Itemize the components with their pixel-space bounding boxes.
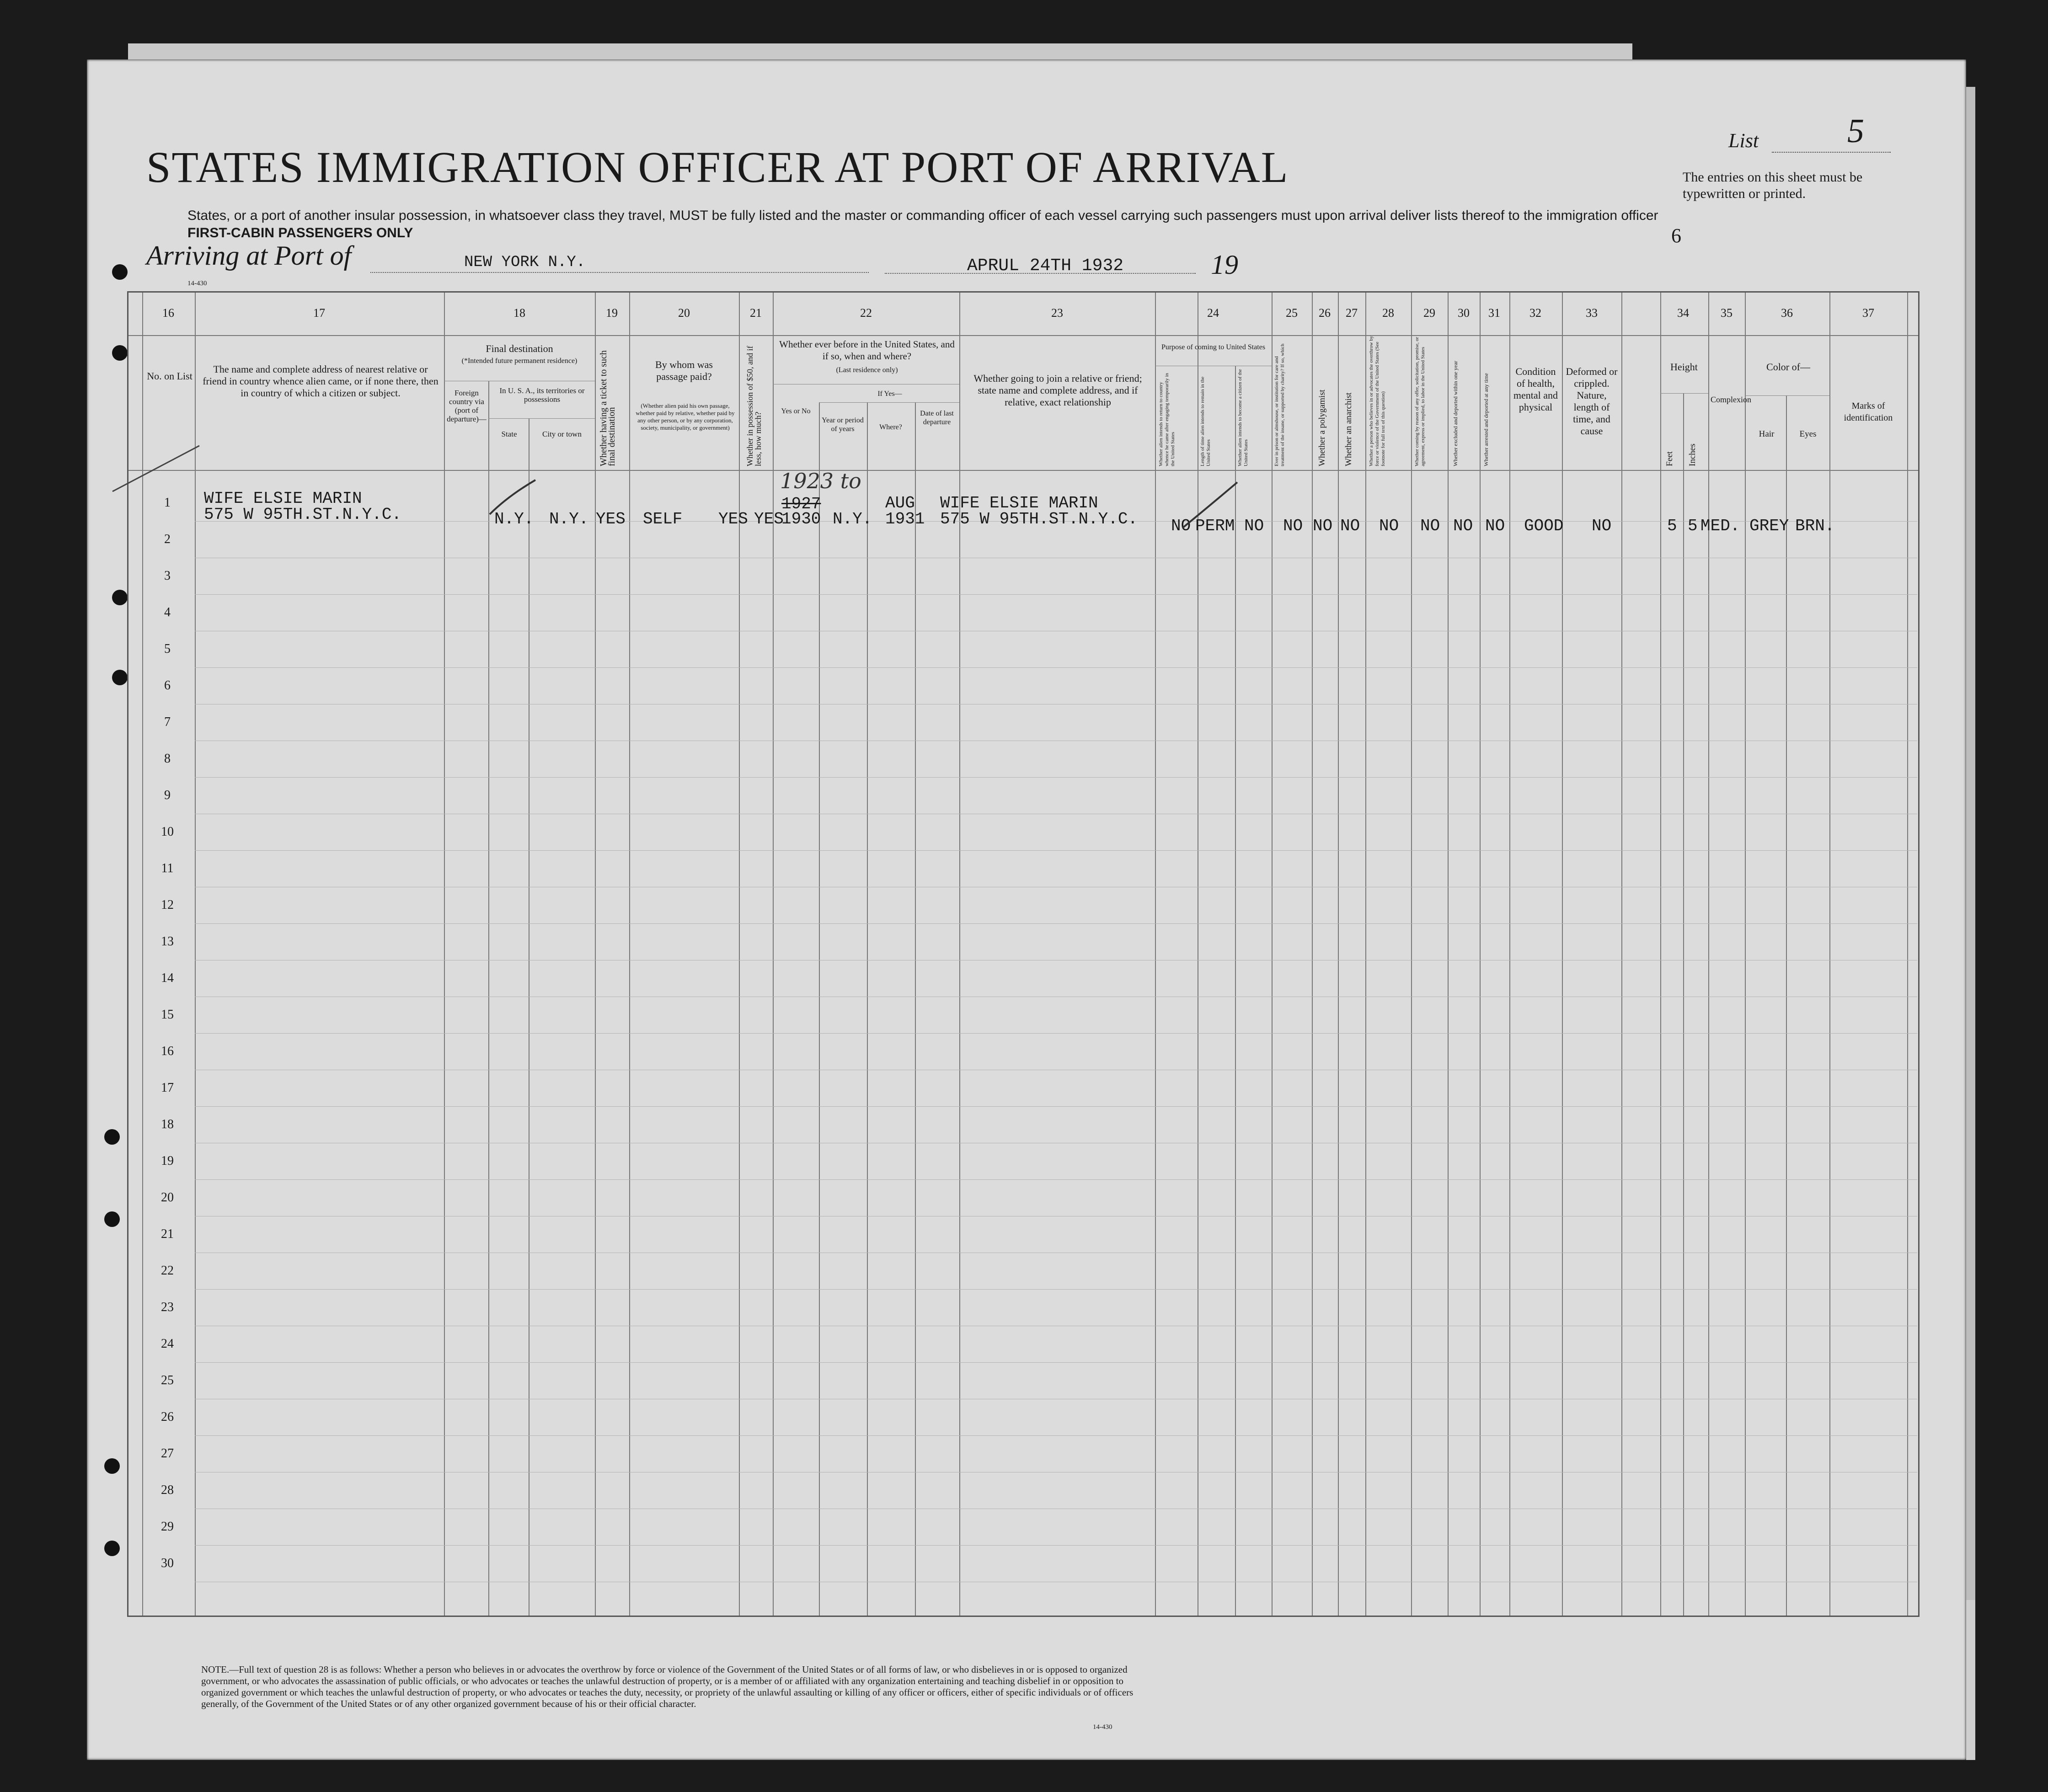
header-labor-offer: Whether coming by reason of any offer, solicitation, promise, or agreement, express or implied, to labor in the United States [1414, 337, 1426, 466]
col-rule [1365, 293, 1366, 1616]
header-color-of: Color of— [1766, 361, 1810, 373]
labor-offer-value: NO [1420, 517, 1440, 535]
col-number-36: 36 [1781, 306, 1793, 320]
ticket-value: YES [596, 510, 626, 528]
deported-value: NO [1485, 517, 1505, 535]
row-rule [195, 667, 1917, 668]
col-rule [1745, 293, 1746, 1616]
col-rule [1562, 293, 1563, 1616]
row-number: 23 [161, 1300, 174, 1314]
subhdr-rule [819, 402, 959, 403]
header-overthrow: Whether a person who believes in or advocates the overthrow by force or violence of the Government of the United States (See footnote for full text of this question) [1369, 336, 1386, 466]
header-going-to-join: Whether going to join a relative or friend; state name and complete address, and if relative, exact relationship [973, 373, 1142, 408]
row-rule [195, 1289, 1917, 1290]
dest-city: N.Y. [549, 510, 589, 528]
col-number-22: 22 [860, 306, 872, 320]
header-bottom-rule [128, 470, 1918, 471]
row-number: 28 [161, 1483, 174, 1497]
row-number: 9 [164, 788, 171, 802]
col-rule [1448, 293, 1449, 1616]
row-rule [195, 850, 1917, 851]
sheet-stamp: 6 [1671, 224, 1681, 247]
row-rule [195, 777, 1917, 778]
header-deformed: Deformed or crippled. Nature, length of time, and cause [1566, 366, 1618, 437]
col-rule [1155, 293, 1156, 1616]
row-number: 12 [161, 898, 174, 912]
header-marks: Marks of identification [1844, 401, 1893, 423]
col-number-19: 19 [606, 306, 618, 320]
subhdr-rule [1660, 393, 1708, 394]
anarchist-value: NO [1340, 517, 1360, 535]
complexion-value: MED. [1700, 517, 1740, 535]
prison-value: NO [1283, 517, 1303, 535]
col-rule [1708, 293, 1709, 1616]
header-yes-or-no: Yes or No [781, 407, 811, 415]
check-mark [485, 478, 540, 519]
punch-hole [104, 1211, 120, 1227]
col-number-33: 33 [1586, 306, 1598, 320]
row-rule [195, 1435, 1917, 1436]
header-class: FIRST-CABIN PASSENGERS ONLY [187, 225, 413, 240]
col-number-35: 35 [1721, 306, 1733, 320]
header-polygamist: Whether a polygamist [1317, 389, 1327, 466]
col-rule [488, 381, 489, 1616]
arrival-label: Arriving at Port of [146, 240, 352, 271]
length-of-stay-value: PERM [1195, 517, 1235, 535]
col-number-26: 26 [1319, 306, 1331, 320]
row-number: 6 [164, 678, 171, 693]
col-number-21: 21 [750, 306, 762, 320]
excluded-value: NO [1453, 517, 1473, 535]
header-inches: Inches [1688, 443, 1697, 466]
arrival-date: APRUL 24TH 1932 [967, 256, 1124, 276]
header-year-period: Year or period of years [822, 416, 864, 433]
header-complexion: Complexion [1711, 395, 1751, 404]
row-rule [195, 594, 1917, 595]
row-number: 20 [161, 1190, 174, 1205]
row-rule [195, 1179, 1917, 1180]
header-ticket: Whether having a ticket to such final destination [599, 350, 617, 466]
header-before-in-us: Whether ever before in the United States, and if so, when and where? [779, 339, 955, 362]
punch-hole [104, 1541, 120, 1556]
col-rule [959, 293, 960, 1616]
header-anarchist: Whether an anarchist [1344, 392, 1353, 466]
col-number-17: 17 [313, 306, 325, 320]
row-number: 19 [161, 1154, 174, 1168]
health-value: GOOD [1524, 517, 1564, 535]
row-number: 8 [164, 752, 171, 766]
row-number: 29 [161, 1520, 174, 1534]
row-rule [195, 1362, 1917, 1363]
header-state: State [501, 430, 517, 438]
before-in-us-value: YES [754, 510, 784, 528]
header-height: Height [1670, 361, 1698, 373]
row-number: 3 [164, 569, 171, 583]
col-rule [1907, 293, 1908, 1616]
port-line [370, 272, 869, 273]
col-number-34: 34 [1677, 306, 1689, 320]
header-excluded: Whether excluded and deported within one year [1452, 361, 1459, 466]
page-title: STATES IMMIGRATION OFFICER AT PORT OF ARRIVAL [146, 143, 1289, 192]
punch-hole [104, 1129, 120, 1145]
col-number-25: 25 [1286, 306, 1298, 320]
header-if-yes: If Yes— [877, 390, 902, 398]
punch-hole [112, 670, 128, 685]
row-number: 17 [161, 1081, 174, 1095]
join-name: WIFE ELSIE MARIN [940, 494, 1098, 512]
header-purpose-length: Length of time alien intends to remain in the United States [1200, 376, 1211, 466]
col-number-20: 20 [678, 306, 690, 320]
col-number-16: 16 [162, 306, 174, 320]
footnote-form-number: 14-430 [1093, 1723, 1112, 1731]
col-rule [1786, 395, 1787, 1616]
hair-value: GREY [1749, 517, 1789, 535]
col-rule [1272, 293, 1273, 1616]
height-feet-value: 5 [1667, 517, 1677, 535]
row-number: 2 [164, 532, 171, 546]
header-fifty-dollars: Whether in possession of $50, and if less, how much? [745, 346, 763, 466]
row-number: 10 [161, 825, 174, 839]
row-rule [195, 1106, 1917, 1107]
col-number-37: 37 [1862, 306, 1874, 320]
row-number: 26 [161, 1410, 174, 1424]
paid-by-value: SELF [643, 510, 683, 528]
row-number: 22 [161, 1264, 174, 1278]
col-rule [819, 402, 820, 1616]
header-last-residence: (Last residence only) [836, 366, 898, 374]
row-number: 27 [161, 1446, 174, 1461]
stray-mark [110, 443, 202, 494]
subhdr-rule [488, 418, 595, 419]
header-purpose-citizen: Whether alien intends to become a citizen of the United States [1237, 369, 1249, 466]
row-rule [195, 923, 1917, 924]
footnote: NOTE.—Full text of question 28 is as follows: Whether a person who believes in or advocates the overthrow by force or violence of the Government of the United States or of all forms of law, or who disbelieves in or is opposed to organized government, or who advocates the assassination of public officials, or who advocates or teaches the unlawful destruction of property, or is a member of or affiliated with any organization entertaining and teaching disbelief in or opposition to organized government or which teaches the unlawful destruction of property, or who advocates or teaches the duty, necessity, or propriety of the unlawful assaulting or killing of any officer or officers, either of specific individuals or of officers generally, of the Government of the United States or of any other organized government because of his or their official character. [201, 1664, 1134, 1709]
col-number-29: 29 [1423, 306, 1435, 320]
overthrow-value: NO [1379, 517, 1399, 535]
arrival-year-label: 19 [1211, 250, 1238, 280]
col-number-30: 30 [1458, 306, 1470, 320]
col-rule [629, 293, 630, 1616]
departure-month: AUG [885, 494, 915, 512]
height-inches-value: 5 [1688, 517, 1698, 535]
col-rule [1312, 293, 1313, 1616]
row-number: 7 [164, 715, 171, 729]
where-value: N.Y. [833, 510, 872, 528]
row-number: 1 [164, 496, 171, 510]
row-number: 11 [161, 861, 174, 875]
header-where: Where? [879, 423, 902, 431]
list-note: The entries on this sheet must be typewritten or printed. [1683, 170, 1863, 201]
polygamist-value: NO [1313, 517, 1333, 535]
row-rule [195, 1033, 1917, 1034]
col-rule [444, 293, 445, 1616]
col-rule [1683, 393, 1684, 1616]
subhdr-rule [1745, 395, 1829, 396]
punch-hole [112, 590, 128, 605]
arrival-port: NEW YORK N.Y. [464, 254, 586, 271]
header-city: City or town [542, 430, 582, 438]
header-no-on-list: No. on List [147, 370, 193, 382]
row-number: 14 [161, 971, 174, 985]
col-number-32: 32 [1529, 306, 1541, 320]
relative-name: WIFE ELSIE MARIN [204, 489, 362, 508]
header-feet: Feet [1665, 451, 1674, 466]
check-mark [1180, 480, 1240, 530]
col-number-31: 31 [1488, 306, 1500, 320]
eyes-value: BRN. [1795, 517, 1835, 535]
sheet-edge-top [128, 43, 1632, 62]
col-number-23: 23 [1051, 306, 1063, 320]
row-number: 18 [161, 1117, 174, 1131]
col-rule [1509, 293, 1510, 1616]
punch-hole [112, 264, 128, 280]
header-foreign-country: Foreign country via (port of departure)— [447, 389, 487, 423]
period-value: 1930 [781, 510, 821, 528]
col-rule [1621, 293, 1622, 1616]
col-rule [1338, 293, 1339, 1616]
col-rule [1829, 293, 1830, 1616]
deformed-value: NO [1592, 517, 1612, 535]
list-line [1772, 152, 1891, 153]
col-rule [739, 293, 740, 1616]
row-number: 24 [161, 1337, 174, 1351]
col-number-27: 27 [1346, 306, 1358, 320]
departure-year: 1931 [885, 510, 925, 528]
list-number: 5 [1847, 112, 1864, 150]
header-hair: Hair [1759, 429, 1775, 439]
col-rule [1235, 366, 1236, 1616]
header-prison: Ever in prison or almshouse, or institution for care and treatment of the insane, or supported by charity? If so, which [1274, 343, 1285, 466]
row-number: 13 [161, 934, 174, 949]
header-in-usa: In U. S. A., its territories or possessions [499, 386, 585, 404]
header-date-last-departure: Date of last departure [920, 410, 954, 426]
col-rule [1480, 293, 1481, 1616]
punch-hole [104, 1458, 120, 1474]
list-label: List [1728, 129, 1759, 152]
header-deported: Whether arrested and deported at any time [1483, 373, 1489, 466]
col-rule [1660, 293, 1661, 1616]
row-number: 30 [161, 1556, 174, 1570]
col-rule [595, 293, 596, 1616]
row-number: 15 [161, 1008, 174, 1022]
header-eyes: Eyes [1799, 429, 1817, 439]
col-rule [915, 402, 916, 1616]
form-number: 14-430 [187, 280, 207, 287]
col-rule [773, 293, 774, 1616]
dest-state: N.Y. [494, 510, 534, 528]
header-purpose: Purpose of coming to United States [1161, 343, 1266, 351]
relative-address: 575 W 95TH.ST.N.Y.C. [204, 505, 402, 524]
header-purpose-return: Whether alien intends to return to country whence he came after engaging temporarily in the United States [1158, 373, 1176, 466]
row-number: 25 [161, 1373, 174, 1387]
col-rule [1411, 293, 1412, 1616]
return-intent-value: NO [1171, 517, 1191, 535]
fifty-dollars-value: YES [718, 510, 748, 528]
header-nearest-relative: The name and complete address of nearest relative or friend in country whence alien came, or if none there, then in country of which a citizen or subject. [203, 363, 438, 399]
header-passage-sub: (Whether alien paid his own passage, whether paid by relative, whether paid by any other person, or by any corporation, society, municipality, or government) [636, 402, 735, 431]
header-final-destination: Final destination [486, 343, 553, 354]
col-number-28: 28 [1382, 306, 1394, 320]
row-number: 4 [164, 605, 171, 619]
header-instruction: States, or a port of another insular possession, in whatsoever class they travel, MUST be fully listed and the master or commanding officer of each vessel carrying such passengers must upon arrival deliver lists thereof to the immigration officer [187, 208, 1658, 223]
row-rule [195, 1545, 1917, 1546]
row-number: 5 [164, 642, 171, 656]
col-number-24: 24 [1207, 306, 1219, 320]
manifest-table [127, 291, 1920, 1617]
header-health: Condition of health, mental and physical [1513, 366, 1558, 413]
join-address: 575 W 95TH.ST.N.Y.C. [940, 510, 1138, 528]
become-citizen-value: NO [1244, 517, 1264, 535]
header-passage-paid: By whom was passage paid? [655, 359, 713, 382]
header-rule [128, 335, 1918, 336]
header-final-destination-sub: (*Intended future permanent residence) [461, 357, 578, 365]
punch-hole [112, 345, 128, 361]
row-number: 21 [161, 1227, 174, 1241]
period-struck: 1927 [781, 495, 821, 513]
col-rule [867, 402, 868, 1616]
row-number: 16 [161, 1044, 174, 1058]
col-number-18: 18 [513, 306, 525, 320]
period-handwritten: 1923 to [780, 469, 861, 493]
